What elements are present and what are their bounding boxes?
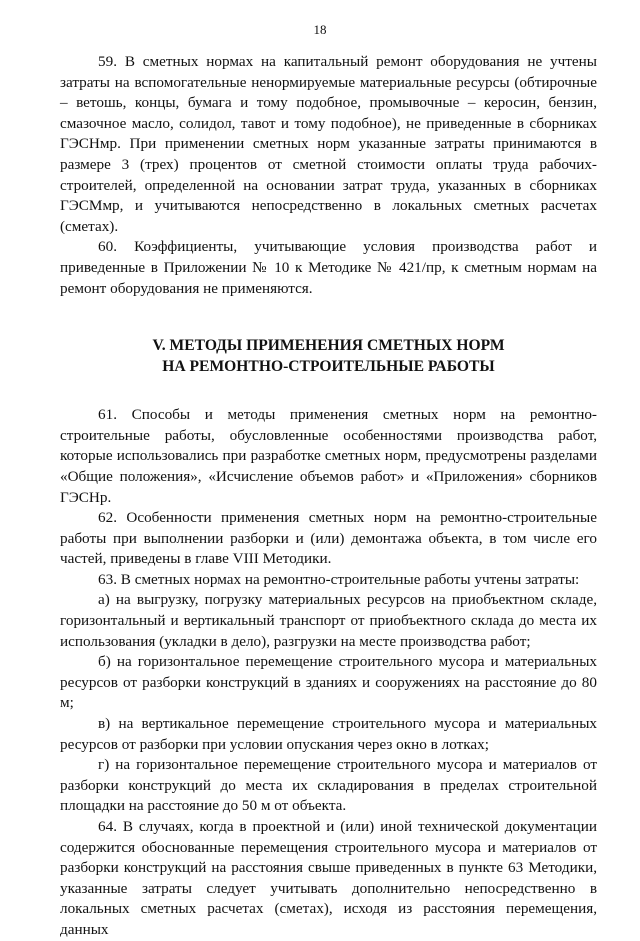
paragraph-64: 64. В случаях, когда в проектной и (или) иной технической документации содержится обоснованные перемещения строительного мусора и материалов от разборки конструкций на расстояния свыше приведенных в пункте 63 Методики, указанные затраты следует учитывать дополнительно непосредственно в локальных сметных расчетах (сметах), исходя из расстояния перемещения, данных (60, 818, 597, 938)
paragraph-62: 62. Особенности применения сметных норм на ремонтно-строительные работы при выполнении разборки и (или) демонтажа объекта, в том числе его частей, приведены в главе VIII Методики. (60, 509, 597, 568)
paragraph-61: 61. Способы и методы применения сметных норм на ремонтно-строительные работы, обусловленные особенностями производства работ, которые использовались при разработке сметных норм, предусмотрены разделами «Общие положения», «Исчисление объемов работ» и «Приложения» сборников ГЭСНр. (60, 406, 597, 506)
list-item-b: б) на горизонтальное перемещение строительного мусора и материальных ресурсов от разборки конструкций в зданиях и сооружениях на расстояние до 80 м; (60, 653, 597, 712)
page-number: 18 (313, 22, 327, 37)
paragraph-63: 63. В сметных нормах на ремонтно-строительные работы учтены затраты: (98, 570, 580, 588)
paragraph-59: 59. В сметных нормах на капитальный ремонт оборудования не учтены затраты на вспомогательные ненормируемые материальные ресурсы (обтирочные – ветошь, концы, бумага и тому подобное, промывочные – керосин, бензин, смазочное масло, солидол, тавот и тому подобное), не приведенные в сборниках ГЭСНмр. При применении сметных норм указанные затраты принимаются в размере 3 (трех) процентов от сметной стоимости оплаты труда рабочих-строителей, определенной на основании затрат труда, указанных в сборниках ГЭСМмр, и учитываются непосредственно в локальных сметных расчетах (сметах). (60, 53, 597, 235)
list-item-a: а) на выгрузку, погрузку материальных ресурсов на приобъектном складе, горизонтальный и вертикальный транспорт от приобъектного склада до места их использования (укладки в дело), разгрузки на месте производства работ; (60, 591, 597, 650)
page-content (60, 52, 597, 941)
paragraph-60: 60. Коэффициенты, учитывающие условия производства работ и приведенные в Приложении № 10 к Методике № 421/пр, к сметным нормам на ремонт оборудования не применяются. (60, 238, 597, 297)
section-heading-line-1: V. МЕТОДЫ ПРИМЕНЕНИЯ СМЕТНЫХ НОРМ (152, 337, 505, 355)
section-heading-line-2: НА РЕМОНТНО-СТРОИТЕЛЬНЫЕ РАБОТЫ (162, 358, 495, 376)
list-item-v: в) на вертикальное перемещение строительного мусора и материальных ресурсов от разборки при условии опускания через окно в лотках; (60, 715, 597, 753)
list-item-g: г) на горизонтальное перемещение строительного мусора и материалов от разборки конструкций до места их складирования в пределах строительной площадки на расстояние до 50 м от объекта. (60, 756, 597, 815)
section-heading (60, 335, 597, 377)
